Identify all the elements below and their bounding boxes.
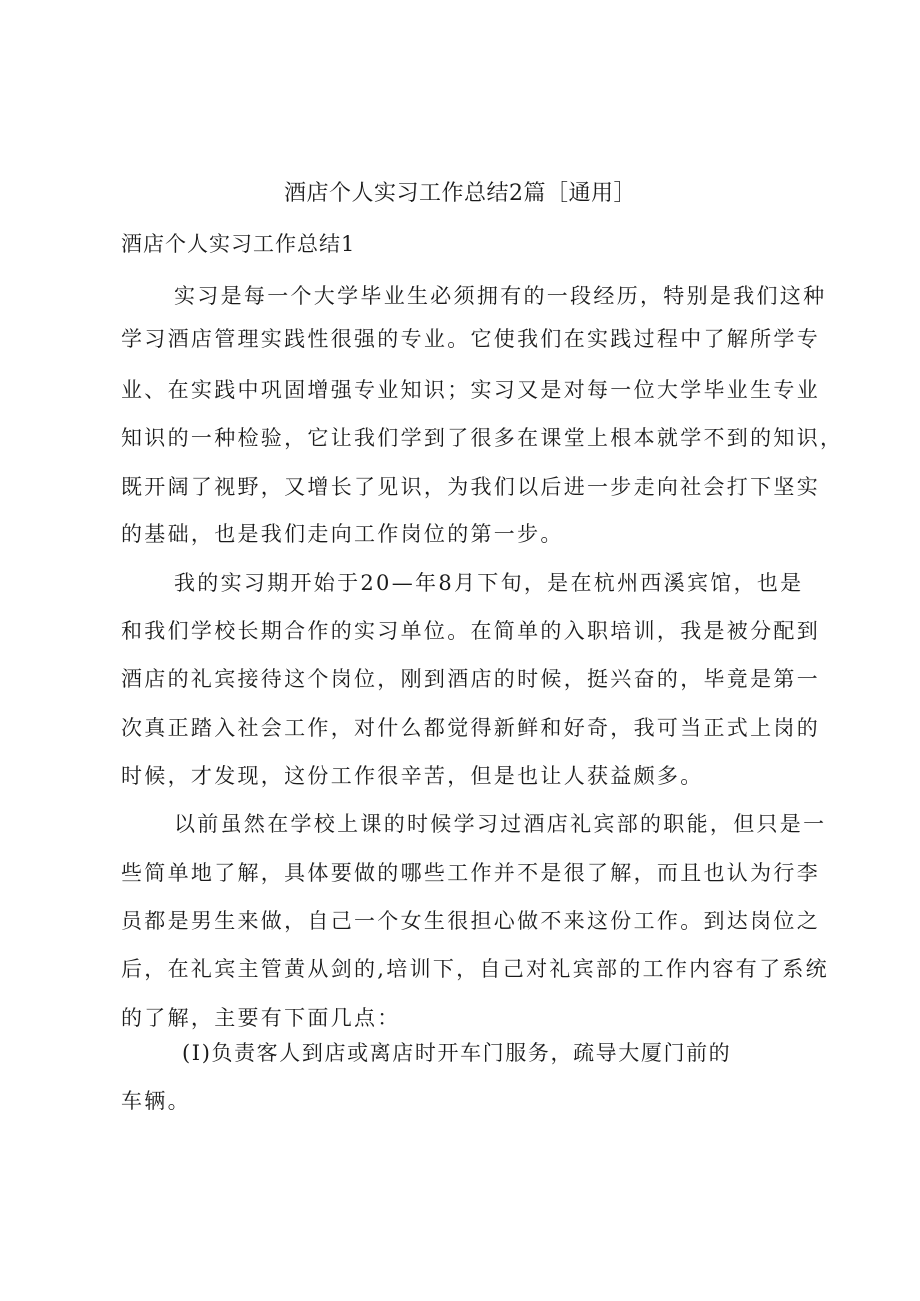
text-line: 员都是男生来做，自己一个女生很担心做不来这份工作。到达岗位之 — [121, 909, 820, 933]
text-line: 后，在礼宾主管黄从剑的,培训下，自己对礼宾部的工作内容有了系统 — [121, 957, 829, 981]
text-line: 的基础，也是我们走向工作岗位的第一步。 — [121, 522, 564, 546]
text-line: 学习酒店管理实践性很强的专业。它使我们在实践过程中了解所学专 — [121, 327, 820, 351]
text-line: 次真正踏入社会工作，对什么都觉得新鲜和好奇，我可当正式上岗的 — [121, 716, 820, 740]
text-line: 我的实习期开始于20—年8月下旬，是在杭州西溪宾馆，也是 — [174, 571, 804, 595]
text-line: 业、在实践中巩固增强专业知识；实习又是对每一位大学毕业生专业 — [121, 378, 820, 402]
text-line: 以前虽然在学校上课的时候学习过酒店礼宾部的职能，但只是一 — [174, 812, 827, 836]
document-title: 酒店个人实习工作总结2篇［通用］ — [284, 181, 636, 206]
text-line: 酒店的礼宾接待这个岗位，刚到酒店的时候，挺兴奋的，毕竟是第一 — [121, 667, 820, 691]
text-line: 的了解，主要有下面几点： — [121, 1006, 401, 1030]
section-heading: 酒店个人实习工作总结1 — [121, 232, 356, 256]
text-line: 实习是每一个大学毕业生必须拥有的一段经历，特别是我们这种 — [174, 284, 827, 308]
text-line: 些简单地了解，具体要做的哪些工作并不是很了解，而且也认为行李 — [121, 861, 820, 885]
text-line: 既开阔了视野，又增长了见识，为我们以后进一步走向社会打下坚实 — [121, 475, 820, 499]
text-line: 知识的一种检验，它让我们学到了很多在课堂上根本就学不到的知识， — [121, 426, 844, 450]
text-line: 车辆。 — [121, 1089, 191, 1113]
list-item: (I)负责客人到店或离店时开车门服务，疏导大厦门前的 — [182, 1041, 732, 1065]
text-line: 和我们学校长期合作的实习单位。在简单的入职培训，我是被分配到 — [121, 619, 820, 643]
text-line: 时候，才发现，这份工作很辛苦，但是也让人获益颇多。 — [121, 764, 704, 788]
